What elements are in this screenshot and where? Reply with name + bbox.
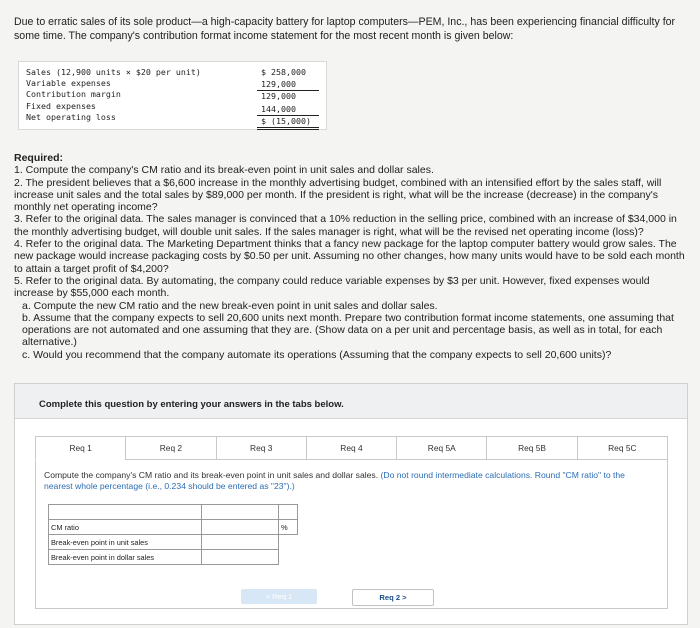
required-section bbox=[14, 152, 690, 361]
instruction-main: Compute the company's CM ratio and its break-even point in unit sales and dollar sales. bbox=[44, 470, 379, 480]
required-subitem-c: c. Would you recommend that the company automate its operations (Assuming that the company expects to sell 20,600 units)? bbox=[22, 348, 612, 361]
required-item-1: 1. Compute the company's CM ratio and its break-even point in unit sales and dollar sales. bbox=[14, 164, 434, 177]
answer-table-header bbox=[49, 505, 298, 520]
answer-panel bbox=[14, 383, 688, 625]
required-subitem-b: b. Assume that the company expects to sell 20,600 units next month. Prepare two contribution format income statements, one assuming that operations are not automated and one assuming that they are. (Show data on a per unit and percentage basis, as well as in total, for each alternative.) bbox=[22, 311, 674, 349]
problem-intro: Due to erratic sales of its sole product—a high-capacity battery for laptop computers—PEM, Inc., has been experiencing financial difficulty for some time. The company's contribution format income statement for the most recent month is given below: bbox=[14, 16, 676, 42]
tab-content bbox=[35, 460, 668, 609]
panel-header bbox=[15, 384, 687, 419]
answer-row-cm-ratio bbox=[49, 520, 298, 535]
tab-req-4[interactable]: Req 4 bbox=[306, 436, 397, 460]
tab-req-5c[interactable]: Req 5C bbox=[577, 436, 668, 460]
panel-heading: Complete this question by entering your answers in the tabs below. bbox=[39, 399, 344, 410]
required-item-4: 4. Refer to the original data. The Marketing Department thinks that a fancy new package for the laptop computer battery would grow sales. The new package would increase packaging costs by $0.50 per unit. Assuming no other changes, how many units would have to be sold each month to attain a target profit of $4,200? bbox=[14, 238, 685, 275]
answer-label-cm-ratio: CM ratio bbox=[49, 520, 202, 535]
tab-req-5a[interactable]: Req 5A bbox=[396, 436, 487, 460]
row-value-loss: $ (15,000) bbox=[257, 116, 319, 130]
required-item-5: 5. Refer to the original data. By automating, the company could reduce variable expenses by $3 per unit. However, fixed expenses would increase by $55,000 each month. bbox=[14, 274, 650, 300]
tab-req-3[interactable]: Req 3 bbox=[216, 436, 307, 460]
breakeven-units-input[interactable] bbox=[202, 535, 279, 550]
percent-unit: % bbox=[279, 520, 298, 535]
row-value-variable: 129,000 bbox=[257, 79, 319, 91]
answer-row-breakeven-dollars bbox=[49, 550, 298, 565]
row-label-variable: Variable expenses bbox=[26, 78, 111, 89]
income-labels bbox=[26, 67, 201, 123]
tab-req-5b[interactable]: Req 5B bbox=[486, 436, 577, 460]
required-item-2: 2. The president believes that a $6,600 increase in the monthly advertising budget, combined with an intensified effort by the sales staff, will increase unit sales and the total sales by $89,000 per month. If the president is right, what will be the increase (decrease) in the company's monthly net operating income? bbox=[14, 176, 662, 214]
answer-row-breakeven-units bbox=[49, 535, 298, 550]
row-label-sales: Sales (12,900 units × $20 per unit) bbox=[26, 67, 201, 77]
row-value-fixed: 144,000 bbox=[257, 104, 319, 116]
next-req-button[interactable]: Req 2 > bbox=[352, 589, 434, 606]
row-value-cm: 129,000 bbox=[261, 91, 296, 102]
cm-ratio-input[interactable] bbox=[202, 520, 279, 535]
row-value-sales: $ 258,000 bbox=[261, 67, 306, 77]
prev-req-button[interactable]: < Req 1 bbox=[241, 589, 317, 604]
breakeven-dollars-input[interactable] bbox=[202, 550, 279, 565]
instruction-note: (Do not round intermediate calculations. Round "CM ratio" to the nearest whole percentage (i.e., 0.234 should be entered as "23").) bbox=[44, 470, 625, 491]
required-item-3: 3. Refer to the original data. The sales manager is convinced that a 10% reduction in the selling price, combined with an increase of $34,000 in the monthly advertising budget, will double unit sales. If the sales manager is right, what will be the revised net operating income (loss)? bbox=[14, 213, 677, 238]
row-label-fixed: Fixed expenses bbox=[26, 100, 96, 111]
req-tabs bbox=[35, 436, 667, 460]
answer-label-breakeven-units: Break-even point in unit sales bbox=[49, 535, 202, 550]
tab-req-2[interactable]: Req 2 bbox=[125, 436, 216, 460]
row-label-cm: Contribution margin bbox=[26, 89, 121, 100]
instruction-text bbox=[44, 470, 656, 492]
answer-label-breakeven-dollars: Break-even point in dollar sales bbox=[49, 550, 202, 565]
required-title: Required: bbox=[14, 152, 64, 164]
income-statement bbox=[18, 61, 327, 130]
required-subitem-a: a. Compute the new CM ratio and the new break-even point in unit sales and dollar sales. bbox=[22, 299, 438, 312]
income-values bbox=[257, 67, 319, 130]
answer-table bbox=[48, 504, 298, 565]
row-label-loss: Net operating loss bbox=[26, 111, 116, 122]
tab-req-1[interactable]: Req 1 bbox=[35, 436, 126, 460]
